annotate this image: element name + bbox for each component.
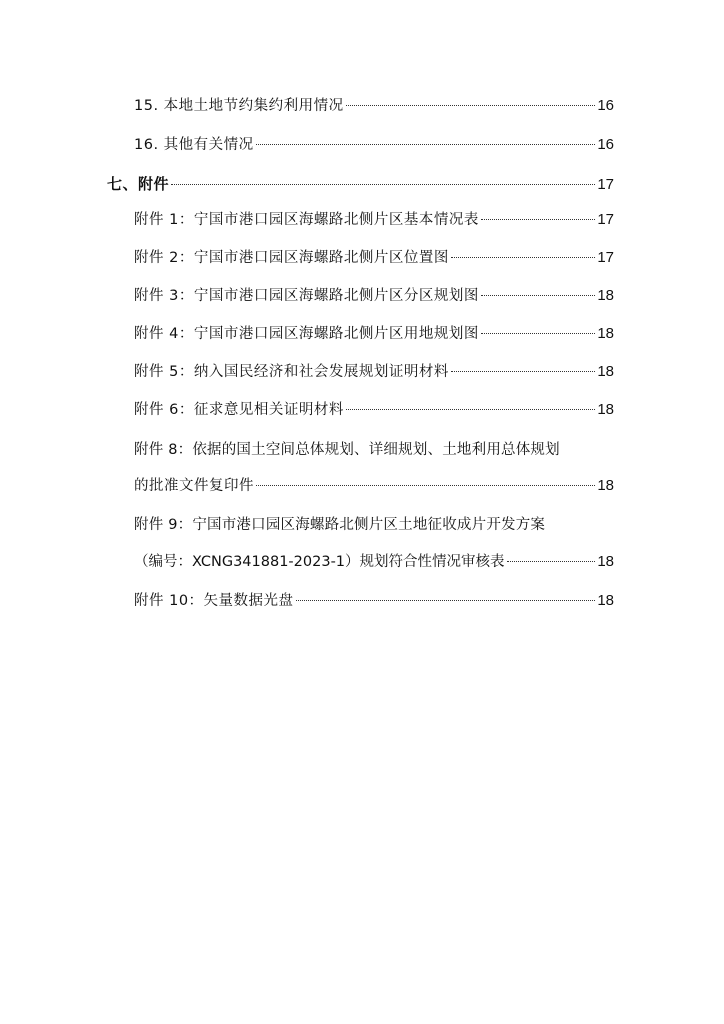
dot-leader — [451, 257, 595, 258]
toc-entry-title: 附件 3：宁国市港口园区海螺路北侧片区分区规划图 — [134, 288, 479, 304]
toc-page-number: 18 — [597, 287, 614, 304]
toc-entry-attachment-9-line1[interactable] — [0, 513, 724, 537]
toc-entry-attachment-6[interactable] — [0, 398, 724, 422]
dot-leader — [346, 409, 595, 410]
dot-leader — [451, 371, 595, 372]
toc-page-number: 18 — [597, 592, 614, 609]
toc-page-number: 16 — [597, 97, 614, 114]
toc-entry-title: 附件 10：矢量数据光盘 — [134, 593, 294, 609]
dot-leader — [507, 561, 596, 562]
toc-page-number: 17 — [597, 211, 614, 228]
toc-entry-title-continued: （编号：XCNG341881-2023-1）规划符合性情况审核表 — [134, 554, 505, 570]
dot-leader — [256, 144, 596, 145]
dot-leader — [296, 600, 596, 601]
toc-entry-title: 附件 8：依据的国土空间总体规划、详细规划、土地利用总体规划 — [134, 442, 560, 458]
toc-section-title: 七、附件 — [107, 175, 170, 193]
toc-page-number: 17 — [597, 176, 614, 193]
dot-leader — [346, 105, 596, 106]
toc-entry-attachment-10[interactable] — [0, 589, 724, 613]
toc-entry-15[interactable] — [0, 94, 724, 118]
toc-entry-title: 附件 4：宁国市港口园区海螺路北侧片区用地规划图 — [134, 326, 479, 342]
toc-entry-title: 附件 5：纳入国民经济和社会发展规划证明材料 — [134, 364, 449, 380]
toc-page-number: 18 — [597, 401, 614, 418]
dot-leader — [256, 485, 595, 486]
toc-entry-title: 附件 6：征求意见相关证明材料 — [134, 402, 344, 418]
toc-page-number: 17 — [597, 249, 614, 266]
toc-entry-attachment-8-line2[interactable] — [0, 474, 724, 498]
toc-entry-16[interactable] — [0, 133, 724, 157]
toc-entry-title: 附件 9：宁国市港口园区海螺路北侧片区土地征收成片开发方案 — [134, 517, 546, 533]
toc-entry-title-continued: 的批准文件复印件 — [134, 478, 254, 494]
dot-leader — [481, 219, 595, 220]
toc-entry-attachment-4[interactable] — [0, 322, 724, 346]
toc-page-number: 16 — [597, 136, 614, 153]
dot-leader — [481, 333, 595, 334]
toc-page-number: 18 — [597, 325, 614, 342]
toc-entry-title: 15. 本地土地节约集约利用情况 — [134, 98, 344, 114]
dot-leader — [171, 184, 595, 185]
toc-entry-attachment-3[interactable] — [0, 284, 724, 308]
toc-entry-attachment-5[interactable] — [0, 360, 724, 384]
toc-entry-attachment-9-line2[interactable] — [0, 550, 724, 574]
toc-entry-attachment-8-line1[interactable] — [0, 438, 724, 462]
toc-entry-title: 16. 其他有关情况 — [134, 137, 254, 153]
toc-entry-title: 附件 2：宁国市港口园区海螺路北侧片区位置图 — [134, 250, 449, 266]
toc-page-number: 18 — [597, 477, 614, 494]
toc-entry-attachment-2[interactable] — [0, 246, 724, 270]
toc-entry-attachment-1[interactable] — [0, 208, 724, 232]
toc-section-heading[interactable] — [0, 172, 724, 196]
toc-page-number: 18 — [597, 363, 614, 380]
toc-page-number: 18 — [597, 553, 614, 570]
toc-entry-title: 附件 1：宁国市港口园区海螺路北侧片区基本情况表 — [134, 212, 479, 228]
dot-leader — [481, 295, 595, 296]
